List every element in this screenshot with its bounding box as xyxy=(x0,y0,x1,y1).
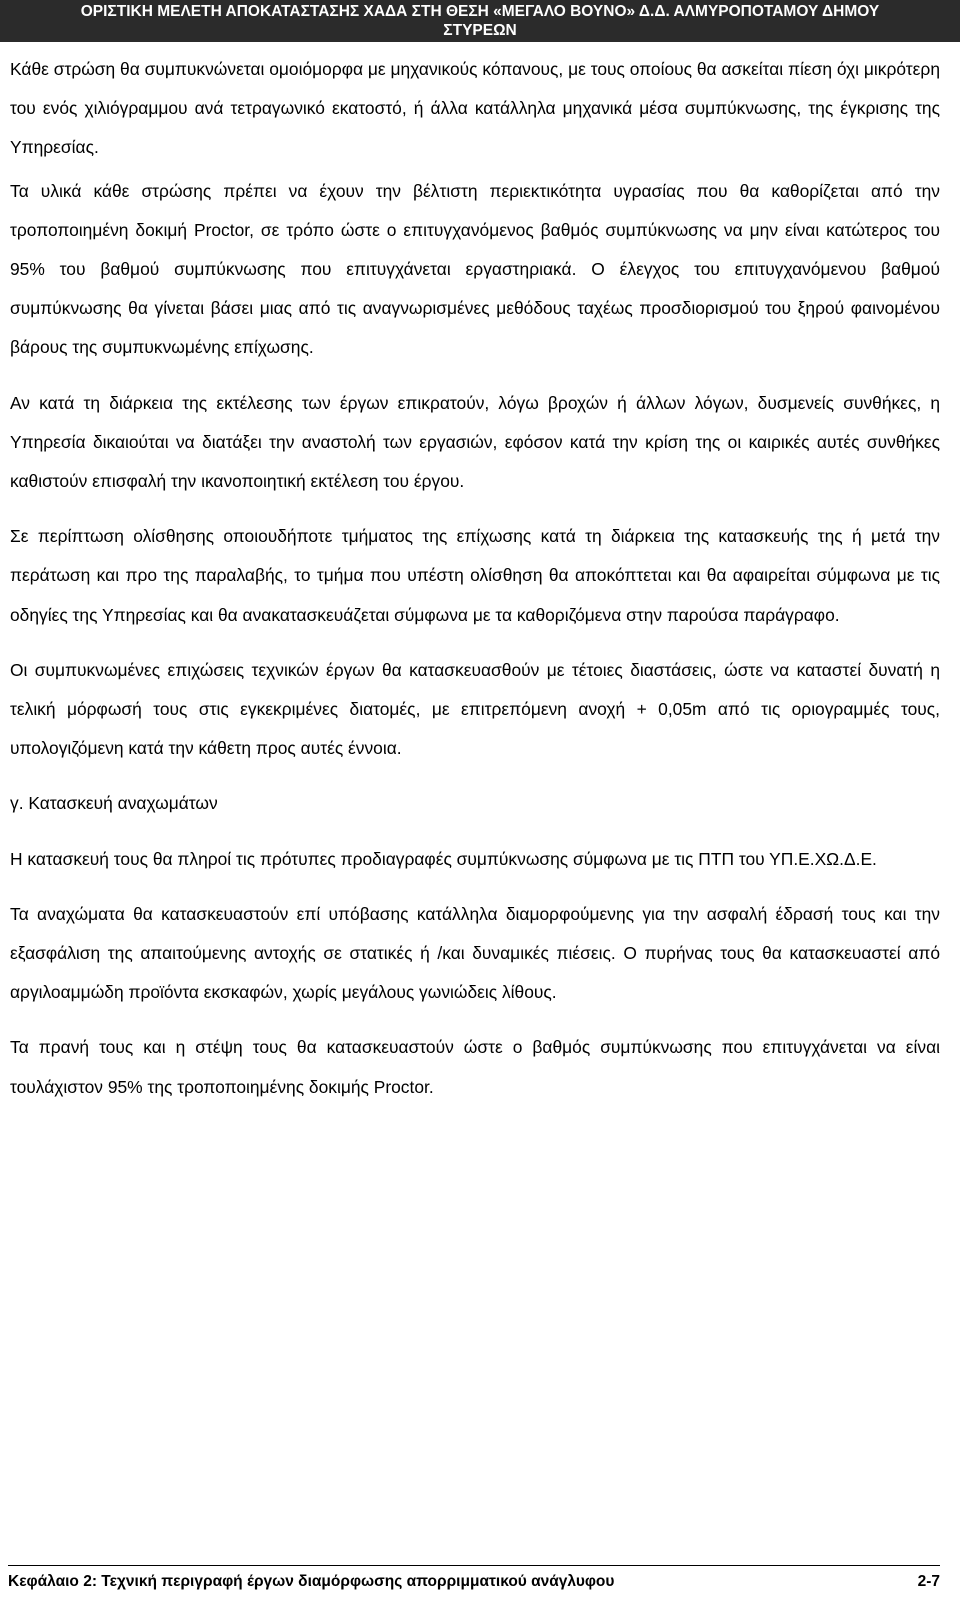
paragraph: Τα αναχώματα θα κατασκευαστούν επί υπόβασης κατάλληλα διαμορφούμενης για την ασφαλή έδρασή τους και την εξασφάλιση της απαιτούμενης αντοχής σε στατικές ή /και δυναμικές πιέσεις. Ο πυρήνας τους θα κατασκευαστεί από αργιλοαμμώδη προϊόντα εκσκαφών, χωρίς μεγάλους γωνιώδεις λίθους. xyxy=(10,903,940,1003)
header-title-line1: ΟΡΙΣΤΙΚΗ ΜΕΛΕΤΗ ΑΠΟΚΑΤΑΣΤΑΣΗΣ ΧΑΔΑ ΣΤΗ ΘΕΣΗ «ΜΕΓΑΛΟ ΒΟΥΝΟ» Δ.Δ. ΑΛΜΥΡΟΠΟΤΑΜΟΥ ΔΗΜΟΥ xyxy=(80,3,880,20)
paragraph: Τα υλικά κάθε στρώσης πρέπει να έχουν την βέλτιστη περιεκτικότητα υγρασίας που θα καθορίζεται από την τροποποιημένη δοκιμή Proctor, σε τρόπο ώστε ο επιτυγχανόμενος βαθμός συμπύκνωσης να μην είναι κατώτερος του 95% του βαθμού συμπύκνωσης που επιτυγχάνεται εργαστηριακά. Ο έλεγχος του επιτυγχανόμενου βαθμού συμπύκνωσης θα γίνεται βάσει μιας από τις αναγνωρισμένες μεθόδους ταχέως προσδιορισμού του ξηρού φαινομένου βάρους της συμπυκνωμένης επίχωσης. xyxy=(10,180,940,358)
page-number: 2-7 xyxy=(917,1573,940,1590)
paragraph: Κάθε στρώση θα συμπυκνώνεται ομοιόμορφα με μηχανικούς κόπανους, με τους οποίους θα ασκείται πίεση όχι μικρότερη του ενός χιλιόγραμμου ανά τετραγωνικό εκατοστό, ή άλλα κατάλληλα μηχανικά μέσα συμπύκνωσης, της έγκρισης της Υπηρεσίας. xyxy=(10,59,940,158)
footer-chapter-title: Κεφάλαιο 2: Τεχνική περιγραφή έργων διαμόρφωσης απορριμματικού ανάγλυφου xyxy=(8,1573,615,1590)
document-header xyxy=(0,0,960,42)
document-body xyxy=(10,50,940,1123)
paragraph: Τα πρανή τους και η στέψη τους θα κατασκευαστούν ώστε ο βαθμός συμπύκνωσης που επιτυγχάνεται να είναι τουλάχιστον 95% της τροποποιημένης δοκιμής Proctor. xyxy=(10,1037,940,1097)
paragraph: Αν κατά τη διάρκεια της εκτέλεσης των έργων επικρατούν, λόγω βροχών ή άλλων λόγων, δυσμενείς συνθήκες, η Υπηρεσία δικαιούται να διατάξει την αναστολή των εργασιών, εφόσον κατά την κρίση της οι καιρικές αυτές συνθήκες καθιστούν επισφαλή την ικανοποιητική εκτέλεση του έργου. xyxy=(10,392,940,492)
paragraph: Η κατασκευή τους θα πληροί τις πρότυπες προδιαγραφές συμπύκνωσης σύμφωνα με τις ΠΤΠ του ΥΠ.Ε.ΧΩ.Δ.Ε. xyxy=(10,848,877,869)
header-title-line2: ΣΤΥΡΕΩΝ xyxy=(443,22,517,39)
section-heading: γ. Κατασκευή αναχωμάτων xyxy=(10,793,218,814)
paragraph: Οι συμπυκνωμένες επιχώσεις τεχνικών έργων θα κατασκευασθούν με τέτοιες διαστάσεις, ώστε να καταστεί δυνατή η τελική μόρφωσή τους στις εγκεκριμένες διατομές, με επιτρεπόμενη ανοχή + 0,05m από τις οριογραμμές τους, υπολογιζόμενη κατά την κάθετη προς αυτές έννοια. xyxy=(10,659,940,759)
paragraph: Σε περίπτωση ολίσθησης οποιουδήποτε τμήματος της επίχωσης κατά τη διάρκεια της κατασκευής της ή μετά την περάτωση και προ της παραλαβής, το τμήμα που υπέστη ολίσθηση θα αποκόπτεται και θα αφαιρείται σύμφωνα με τις οδηγίες της Υπηρεσίας και θα ανακατασκευάζεται σύμφωνα με τα καθοριζόμενα στην παρούσα παράγραφο. xyxy=(10,526,940,625)
page-footer xyxy=(8,1565,940,1592)
